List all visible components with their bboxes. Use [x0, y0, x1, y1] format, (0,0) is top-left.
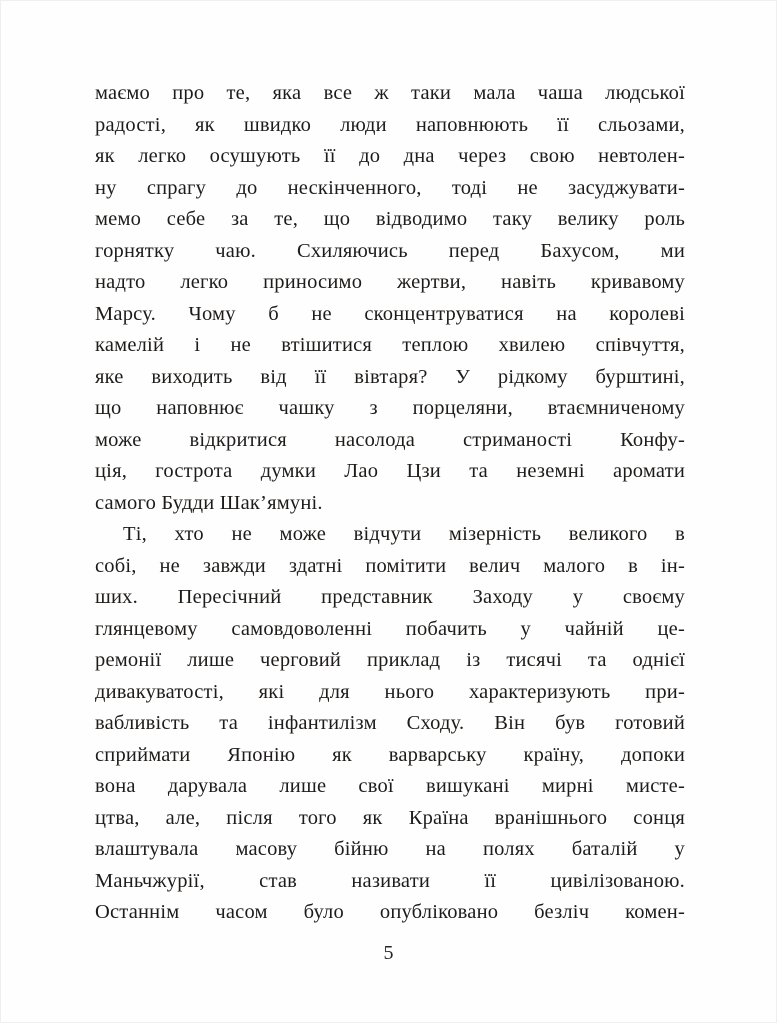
- text-line: що наповнює чашку з порцеляни, втаємниченому: [95, 397, 685, 419]
- text-line: ну спрагу до нескінченного, тоді не засуджувати-: [95, 176, 685, 199]
- page-text: [95, 78, 685, 929]
- text-line: надто легко приносимо жертви, навіть кривавому: [95, 271, 685, 293]
- page-number: 5: [383, 942, 394, 964]
- text-line: влаштувала масову бійню на полях баталій у: [95, 838, 685, 860]
- text-line: глянцевому самовдоволенні побачить у чайній це-: [95, 617, 685, 640]
- text-line: мемо себе за те, що відводимо таку велику роль: [95, 208, 685, 230]
- text-line: вабливість та інфантилізм Сходу. Він був готовий: [95, 712, 685, 734]
- text-line: горнятку чаю. Схиляючись перед Бахусом, ми: [95, 239, 685, 262]
- text-line: цтва, але, після того як Країна вранішнього сонця: [95, 806, 685, 829]
- text-line: вона дарувала лише свої вишукані мирні мисте-: [95, 775, 685, 797]
- text-line: собі, не завжди здатні помітити велич малого в ін-: [95, 554, 685, 577]
- text-line: ших. Пересічний представник Заходу у своєму: [95, 586, 685, 608]
- text-line: як легко осушують її до дна через свою невтолен-: [95, 145, 685, 167]
- paragraph: [95, 78, 685, 519]
- text-line: яке виходить від її вівтаря? У рідкому бурштині,: [95, 365, 685, 388]
- text-line: може відкритися насолода стриманості Конфу-: [95, 428, 685, 451]
- text-line: Ті, хто не може відчути мізерність великого в: [123, 523, 685, 545]
- text-line: камелій і не втішитися теплою хвилею співчуття,: [95, 334, 685, 356]
- text-line: радості, як швидко люди наповнюють її сльозами,: [95, 113, 685, 136]
- text-line: дивакуватості, які для нього характеризують при-: [95, 680, 685, 703]
- text-line: ція, гострота думки Лао Цзи та неземні аромати: [95, 460, 685, 482]
- text-line: самого Будди Шак’ямуні.: [95, 491, 323, 514]
- text-line: ремонії лише черговий приклад із тисячі та однієї: [95, 649, 685, 671]
- text-line: маємо про те, яка все ж таки мала чаша людської: [95, 82, 685, 104]
- text-line: сприймати Японію як варварську країну, допоки: [95, 743, 685, 766]
- text-line: Маньчжурії, став називати її цивілізованою.: [95, 869, 685, 892]
- text-line: Марсу. Чому б не сконцентруватися на королеві: [95, 302, 685, 325]
- paragraph: [95, 519, 685, 929]
- text-line: Останнім часом було опубліковано безліч комен-: [95, 901, 685, 923]
